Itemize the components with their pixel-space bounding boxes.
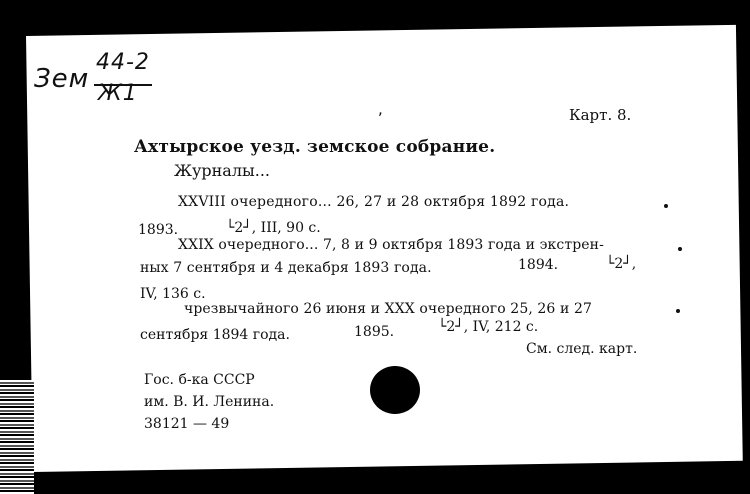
margin-dot — [676, 309, 680, 313]
library-card-code: 38121 — 49 — [144, 416, 230, 432]
handwritten-shelfmark-top: 44-2 — [96, 50, 150, 75]
entry-year: 1895. — [354, 324, 395, 340]
ink-blot-stamp — [370, 366, 420, 414]
entry-line: XXVIII очередного... 26, 27 и 28 октября 1892 года. — [178, 194, 570, 210]
journals-label: Журналы... — [174, 161, 270, 180]
handwritten-shelfmark-bottom: Ж1 — [98, 81, 138, 106]
entry-pages: IV, 136 с. — [140, 286, 206, 302]
handwritten-section-code: Зем — [34, 64, 90, 94]
scan-edge-noise — [0, 380, 34, 494]
entry-year: 1893. — [138, 222, 179, 238]
entry-volume: └2┘, — [606, 256, 637, 272]
entry-year: 1894. — [518, 257, 559, 273]
library-name: Гос. б-ка СССР — [144, 372, 255, 388]
card-number: Карт. 8. — [569, 106, 632, 124]
margin-dot — [678, 247, 682, 251]
entry-line: XXIX очередного... 7, 8 и 9 октября 1893 года и экстрен- — [178, 237, 604, 253]
continuation-note: См. след. карт. — [526, 341, 638, 357]
entry-volume: └2┘, III, 90 с. — [226, 220, 321, 236]
stray-mark: , — [378, 100, 383, 118]
entry-line: ных 7 сентября и 4 декабря 1893 года. — [140, 260, 432, 276]
library-dedication: им. В. И. Ленина. — [144, 394, 275, 410]
entry-line: сентября 1894 года. — [140, 327, 290, 343]
entry-line: чрезвычайного 26 июня и XXX очередного 25, 26 и 27 — [184, 301, 592, 317]
entry-volume: └2┘, IV, 212 с. — [438, 319, 539, 335]
card-heading: Ахтырское уезд. земское собрание. — [134, 137, 496, 157]
margin-dot — [664, 204, 668, 208]
